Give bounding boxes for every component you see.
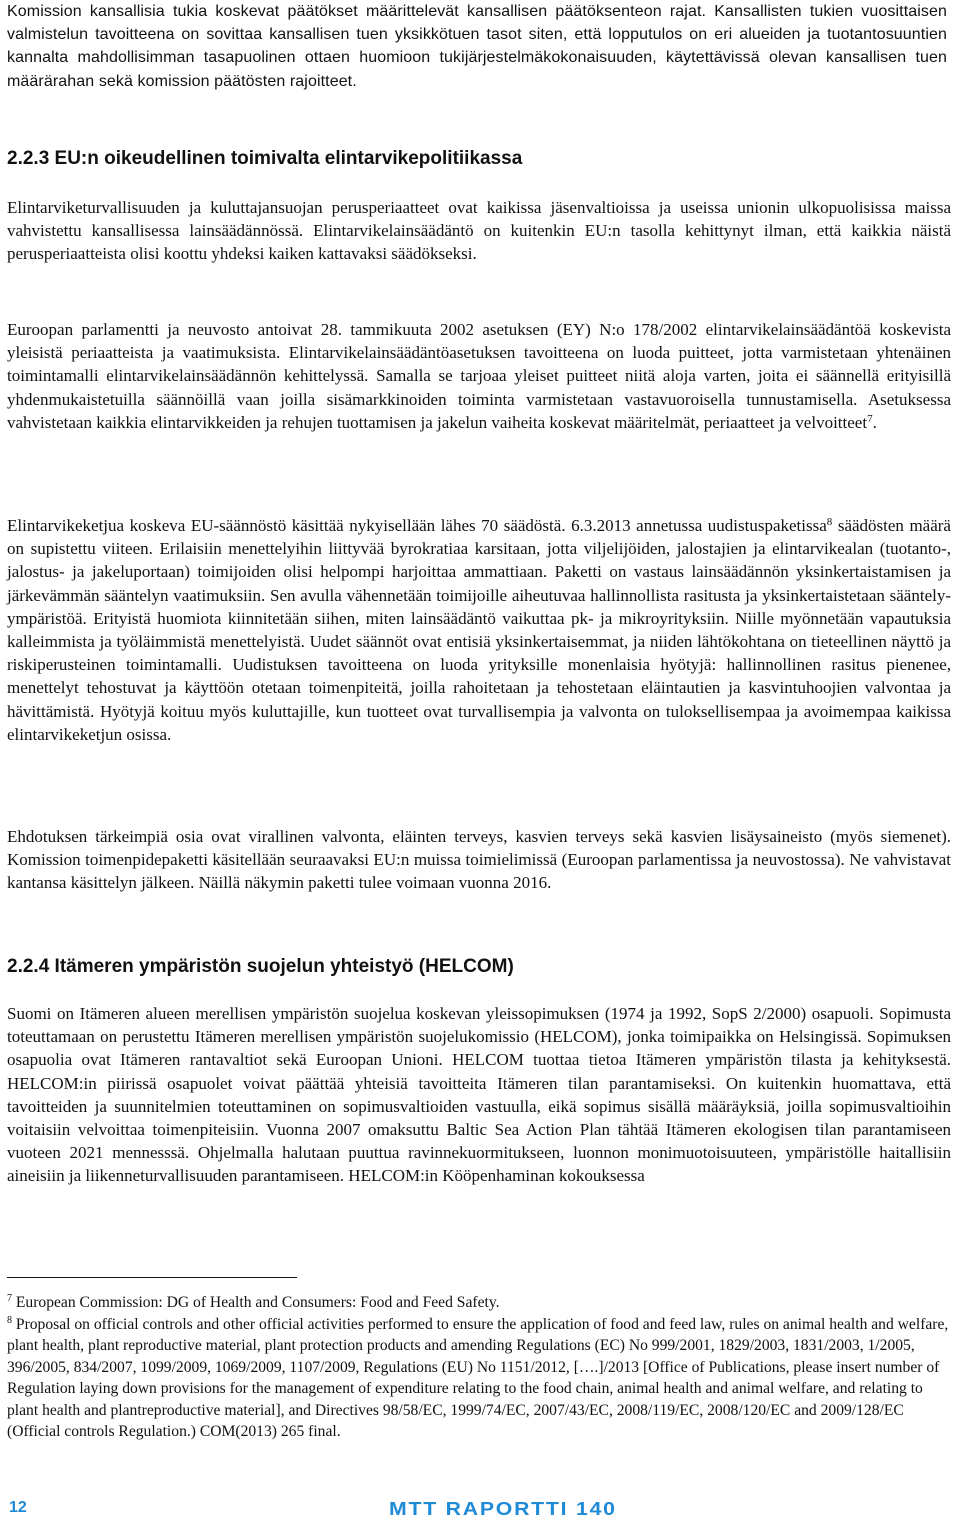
paragraph-helcom: Suomi on Itämeren alueen merellisen ympäristön suojelua koskevan yleissopimuksen (1974 ja 1992, SopS 2/2000) osapuoli. Sopimusta toteuttamaan on perustettu Itämeren merellisen ympäristön suojelukomissio (HELCOM), jonka toimipaikka on Helsingissä. Sopimuksen osapuolia ovat Itämeren rantavaltiot sekä Euroopan Unioni. HELCOM tuottaa tietoa Itämeren ympäristön tilasta ja kehityksestä. HELCOM:in piirissä osapuolet voivat päättää yhteisiä tavoitteita Itämeren tilan parantamiseksi. On kuitenkin huomattava, että tavoitteiden ja suunnitelmien toteuttaminen on sopimusvaltioiden vastuulla, eikä sopimus sisällä määräyksiä, joilla sopimusvaltioihin voitaisiin velvoittaa toimenpiteisiin. Vuonna 2007 omaksuttu Baltic Sea Action Plan tähtää Itämeren ekologisen tilan parantamiseen vuoteen 2021 mennesssä. Ohjelmalla halutaan puuttua ravinnekuormitukseen, luonnon monimuotoisuuteen, ympäristölle haitallisiin aineisiin ja liikenneturvallisuuden parantamiseen. HELCOM:in Kööpenhaminan kokouksessa [7,1004,951,1186]
footnote-divider [7,1277,297,1278]
footnote-8-number: 8 [7,1314,12,1326]
footnote-7 [7,1292,951,1314]
paragraph-food-chain-text-a: Elintarvikeketjua koskeva EU-säännöstö käsittää nykyisellään lähes 70 säädöstä. 6.3.2013 annetussa uudistuspaketissa [7,516,827,535]
paragraph-proposal-parts: Ehdotuksen tärkeimpiä osia ovat virallinen valvonta, eläinten terveys, kasvien terveys sekä kasvien lisäysaineisto (myös siemenet). Komission toimenpidepaketti käsitellään seuraavaksi EU:n muissa toimielimissä (Euroopan parlamentissa ja neuvostossa). Ne vahvistavat kantansa käsittelyn jälkeen. Näillä näkymin paketti tulee voimaan vuonna 2016. [7,827,951,893]
section-heading-2-2-3: 2.2.3 EU:n oikeudellinen toimivalta elintarvikepolitiikassa [7,148,523,169]
paragraph-food-chain-text-b: säädösten määrä on supistettu viiteen. Erilaisiin menettelyihin liittyvää byrokratiaa karsitaan, jotta viljelijöiden, jalostajien ja elintarvikealan (tuotanto-, jalostus- ja jakeluportaan) toimijoiden olisi helpompi harjoittaa ammattiaan. Paketti on vastaus lainsäädännön yksinkertaistamisen ja järkevämmän sääntelyn vaatimuksiin. Sen avulla vähennetään toimijoille aiheutuvaa hallinnollista rasitusta ja yksinkertaistetaan sääntely-ympäristöä. Erityistä huomiota kiinnitetään siihen, miten lainsäädäntö vaikuttaa pk- ja mikroyrityksiin. Niille myönnetään vapautuksia kalleimmista ja työläimmistä menettelyistä. Uudet säännöt ovat entisiä yksinkertaisemmat, ja niiden lähtökohtana on tieteellinen näyttö ja riskiperusteinen toimintamalli. Uudistuksen tavoitteena on luoda yrityksille monenlaisia hyötyjä: hallinnollinen rasitus pienenee, menettelyt tehostuvat ja käyttöön otetaan toimenpiteitä, joilla rahoitetaan ja tehostetaan eläintautien ja kasvintuhoojien valvontaa ja hävittämistä. Hyötyjä koituu myös kuluttajille, kun tuotteet ovat turvallisempia ja valvonta on tuloksellisempaa ja avoimempaa kaikissa elintarvikeketjun osissa. [7,516,951,744]
footnote-8-text: Proposal on official controls and other official activities performed to ensure the application of food and feed law, rules on animal health and welfare, plant health, plant reproductive material, plant protection products and amending Regulations (EC) No 999/2001, 1829/2003, 1831/2003, 1/2005, 396/2005, 834/2007, 1099/2009, 1069/2009, 1107/2009, Regulations (EU) No 1151/2012, [….]/2013 [Office of Publications, please insert number of Regulation laying down provisions for the management of expenditure relating to the food chain, animal health and animal welfare, and relating to plant health and plantreproductive material], and Directives 98/58/EC, 1999/74/EC, 2007/43/EC, 2008/119/EC, 2008/120/EC and 2009/128/EC (Official controls Regulation.) COM(2013) 265 final. [7,1315,949,1440]
footnote-7-number: 7 [7,1293,12,1304]
footnote-8 [7,1314,951,1443]
paragraph-general-food-law-text: Euroopan parlamentti ja neuvosto antoivat 28. tammikuuta 2002 asetuksen (EY) N:o 178/2002 elintarvikelainsäädäntöä koskevista yleisistä periaatteista ja vaatimuksista. Elintarvikelainsäädäntöasetuksen tavoitteena on luoda puitteet, jotta varmistetaan yhtenäinen toimintamalli elintarvikelainsäädännön kehittelyssä. Samalla se tarjoaa yleiset puitteet niitä aloja varten, joita ei säännellä erityisillä yhdenmukaistetuilla säännöillä vaan joilla sisämarkkinoiden toiminta varmistetaan vastavuoroisella tunnustamisella. Asetuksessa vahvistetaan kaikkia elintarvikkeiden ja rehujen tuottamisen ja jakelun vaiheita koskevat määritelmät, periaatteet ja velvoitteet [7,320,951,432]
paragraph-general-food-law [7,318,951,434]
footnote-ref-8[interactable]: 8 [826,516,833,528]
paragraph-national-aid: Komission kansallisia tukia koskevat päätökset määrittelevät kansallisen päätöksenteon rajat. Kansallisten tukien vuosittaisen valmistelun tavoitteena on sovittaa kansallisen tuen yksikkötuen tasot siten, että lopputulos on eri alueiden ja tuotantosuuntien kannalta mahdollisimman tasapuolinen ottaen huomioon tukijärjestelmäkokonaisuuden, käytettävissä olevan kansallisen tuen määrärahan sekä komission päätösten rajoitteet. [7,3,947,90]
page-number: 12 [9,1499,27,1516]
paragraph-food-chain-legislation [7,514,951,746]
section-heading-2-2-4: 2.2.4 Itämeren ympäristön suojelun yhteistyö (HELCOM) [7,956,514,977]
paragraph-food-safety-principles: Elintarviketurvallisuuden ja kuluttajansuojan perusperiaatteet ovat kaikissa jäsenvaltioissa ja useissa unionin ulkopuolisissa maissa vahvistettu kansallisessa lainsäädännössä. Elintarvikelainsäädäntö on kuitenkin EU:n tasolla kehittynyt ilman, että kaikkia näistä perusperiaatteista olisi koottu yhdeksi kaiken kattavaksi säädökseksi. [7,198,951,264]
paragraph-end-punctuation: . [872,412,877,432]
footnotes [7,1292,951,1443]
footnote-ref-7[interactable]: 7 [867,412,873,425]
footnote-7-text: European Commission: DG of Health and Consumers: Food and Feed Safety. [12,1294,500,1311]
publication-name: MTT RAPORTTI 140 [389,1499,617,1519]
